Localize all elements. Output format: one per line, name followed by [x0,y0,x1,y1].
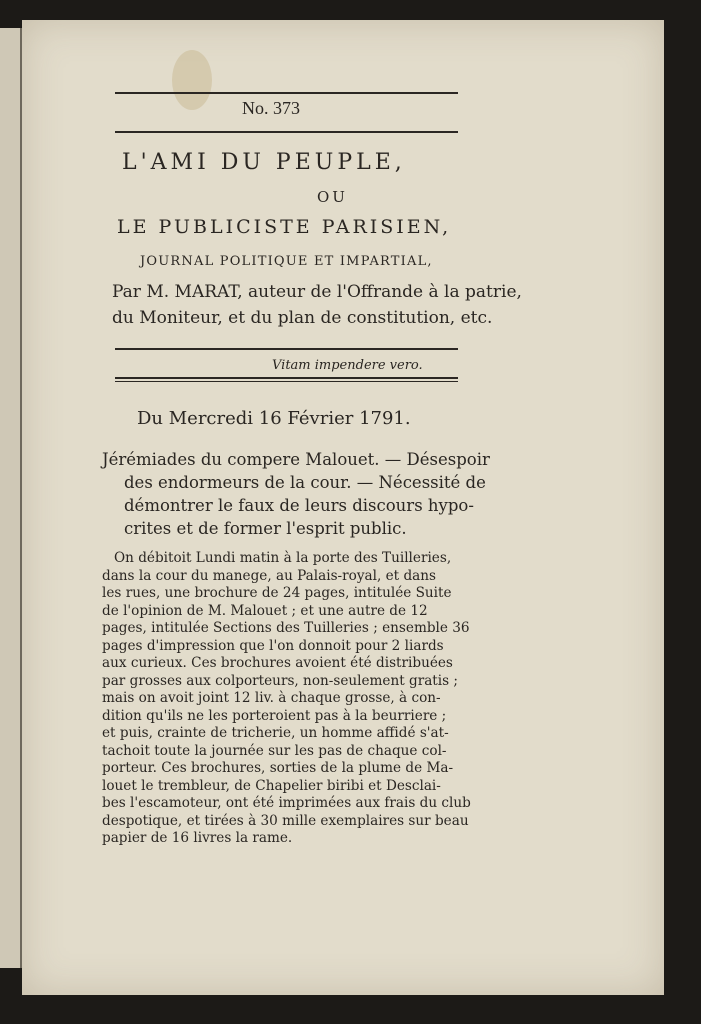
summary-line: crites et de former l'esprit public. [124,519,407,538]
masthead-subtitle: LE PUBLICISTE PARISIEN, [117,216,452,238]
body-line: pages, intitulée Sections des Tuilleries ; ensemble 36 [102,620,470,636]
body-line: les rues, une brochure de 24 pages, intitulée Suite [102,585,452,601]
author-line-1: Par M. MARAT, auteur de l'Offrande à la patrie, [112,282,522,302]
body-line: aux curieux. Ces brochures avoient été distribuées [102,655,453,671]
body-line: de l'opinion de M. Malouet ; et une autre de 12 [102,602,428,619]
issue-date: Du Mercredi 16 Février 1791. [137,408,411,429]
masthead-conjunction: OU [317,188,348,206]
article-summary [102,448,490,540]
issue-number: No. 373 [242,98,300,118]
body-line: papier de 16 livres la rame. [102,830,293,846]
motto: Vitam impendere vero. [272,358,423,373]
motto-rule-bottom-1 [115,377,458,379]
motto-rule-top [115,348,458,350]
newspaper-page [22,20,664,995]
number-rule [115,131,458,133]
body-line: tachoit toute la journée sur les pas de chaque col- [102,742,447,759]
body-line: mais on avoit joint 12 liv. à chaque grosse, à con- [102,690,441,706]
body-line: dans la cour du manege, au Palais-royal, et dans [102,567,436,584]
body-line: louet le trembleur, de Chapelier biribi et Desclai- [102,777,441,794]
body-line: pages d'impression que l'on donnoit pour 2 liards [102,637,444,654]
top-rule [115,92,458,94]
body-line: porteur. Ces brochures, sorties de la plume de Ma- [102,760,454,776]
body-line: et puis, crainte de tricherie, un homme affidé s'at- [102,725,449,741]
summary-line: Jérémiades du compere Malouet. — Désespoir [102,450,490,469]
body-line: bes l'escamoteur, ont été imprimées aux frais du club [102,795,471,811]
body-line: despotique, et tirées à 30 mille exemplaires sur beau [102,812,469,829]
masthead-title: L'AMI DU PEUPLE, [122,150,406,175]
adjacent-page-edge [0,28,22,968]
motto-rule-bottom-2 [115,381,458,382]
article-body [102,550,471,848]
paper-stain [172,50,212,110]
body-line: On débitoit Lundi matin à la porte des Tuilleries, [114,550,452,566]
body-line: dition qu'ils ne les porteroient pas à la beurriere ; [102,707,447,724]
summary-line: démontrer le faux de leurs discours hypo- [124,496,474,515]
body-line: par grosses aux colporteurs, non-seulement gratis ; [102,672,458,689]
author-line-2: du Moniteur, et du plan de constitution, etc. [112,308,493,328]
summary-line: des endormeurs de la cour. — Nécessité de [124,473,486,492]
journal-description: JOURNAL POLITIQUE ET IMPARTIAL, [140,254,433,269]
